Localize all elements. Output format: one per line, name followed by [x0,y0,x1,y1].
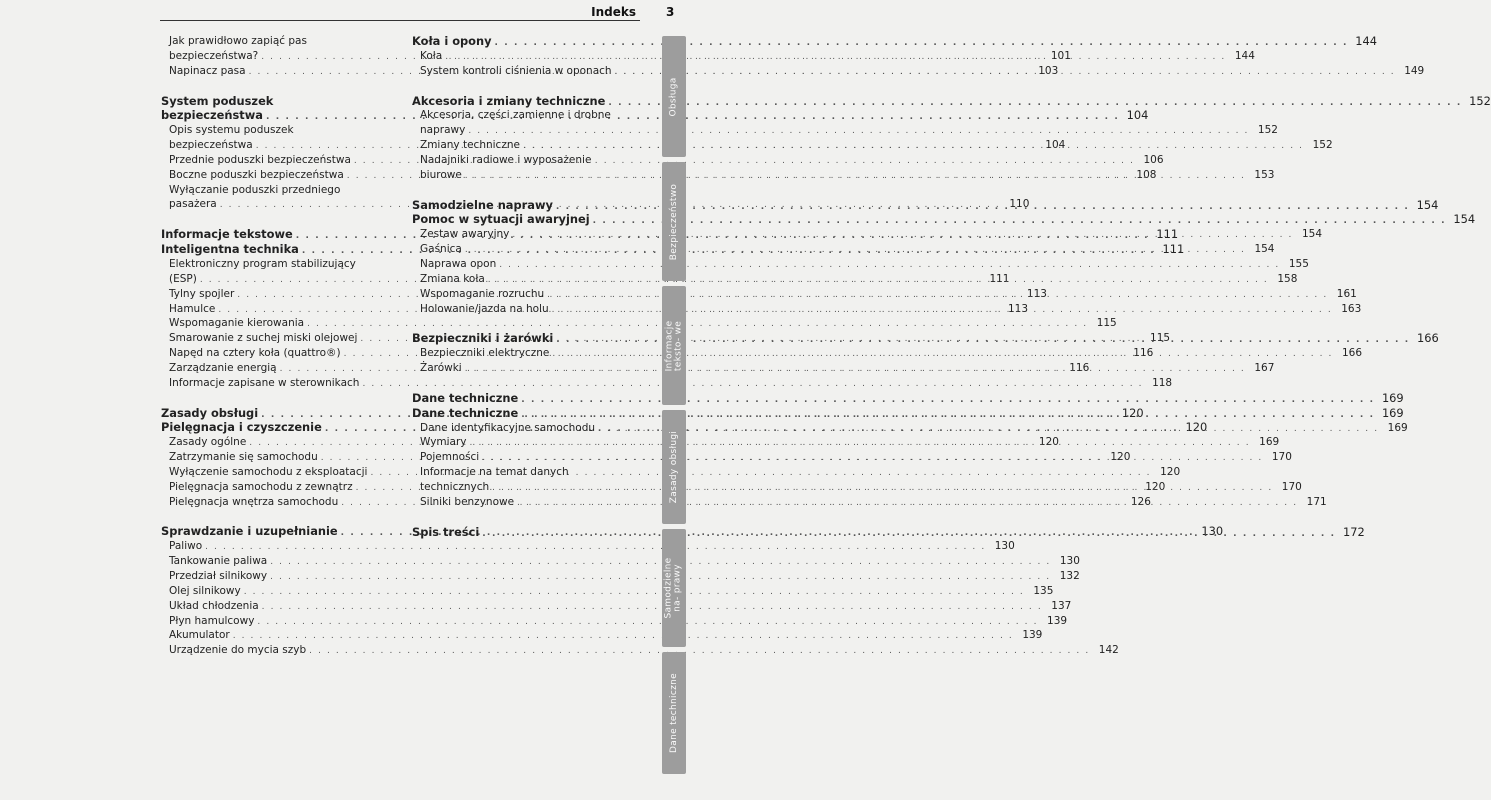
index-entry[interactable] [412,257,1309,272]
entry-label: bezpieczeństwa? [169,49,259,62]
dot-leader [485,273,1272,288]
section-gap [412,510,637,525]
entry-page-number: 155 [1288,257,1309,270]
entry-page-number: 103 [1038,64,1059,77]
entry-label: Układ chłodzenia [169,599,259,612]
entry-label: Zasady obsługi [161,405,259,420]
entry-page-number: 169 [1259,436,1280,449]
side-tab[interactable] [662,410,686,524]
entry-label: Urządzenie do mycia szyb [169,644,307,657]
dot-leader [230,629,1017,644]
entry-page-number: 132 [1059,570,1080,582]
entry-page-number: 154 [1416,197,1439,212]
header-rule [160,20,640,21]
entry-page-number: 154 [1453,212,1476,227]
section-gap [412,183,637,198]
entry-page-number: 139 [1022,629,1043,642]
entry-page-number: 120 [1110,451,1131,464]
entry-label: Płyn hamulcowy [169,614,255,627]
entry-label: Inteligentna technika [161,242,299,257]
dot-leader [467,436,1254,451]
entry-label: Wspomaganie kierowania [169,317,305,330]
side-tab-label: Obsługa [669,76,680,117]
index-entry[interactable] [161,599,1072,614]
entry-label: Silniki benzynowe [420,495,515,508]
side-tab-label: Bezpieczeństwo [669,183,680,260]
entry-label: Wyłączenie samochodu z eksploatacji [169,465,368,478]
dot-leader [267,555,1054,570]
dot-leader [254,615,1041,630]
dot-leader [202,540,989,555]
entry-page-number: 169 [1381,405,1404,420]
side-tab[interactable] [662,652,686,774]
entry-page-number: 163 [1341,302,1362,315]
index-heading[interactable] [412,34,1378,49]
entry-page-number: 130 [994,540,1015,553]
dot-leader [509,228,1296,243]
index-entry[interactable] [161,569,1080,584]
entry-label: Tankowanie paliwa [169,555,268,568]
side-tab[interactable] [662,529,686,647]
entry-label: bezpieczeństwa [169,139,253,152]
entry-page-number: 130 [1201,524,1224,539]
entry-page-number: 169 [1381,390,1404,405]
entry-label: Olej silnikowy [169,584,241,597]
entry-label: System poduszek [161,93,274,108]
entry-page-number: 126 [1130,495,1151,508]
dot-leader [241,585,1028,600]
section-gap [161,509,385,524]
section-gap [412,79,637,94]
side-tab[interactable] [662,36,686,157]
side-tab-label: Informacje teksto- we [664,320,683,371]
entry-label: Dane techniczne [412,390,519,405]
entry-label: Zmiany techniczne [420,139,520,152]
entry-label: Pojemności [420,451,480,464]
entry-label: Wspomaganie rozruchu [420,287,545,300]
entry-page-number: 120 [1145,480,1166,493]
side-tab-label: Dane techniczne [669,673,680,753]
entry-page-number: 113 [1026,287,1047,300]
entry-label: Informacje tekstowe [161,227,293,242]
entry-label: pasażera [169,198,217,211]
entry-label: Pomoc w sytuacji awaryjnej [412,212,590,227]
side-tab-label: Zasady obsługi [669,430,679,504]
entry-label: Przedział silnikowy [169,570,268,582]
entry-label: Elektroniczny program stabilizujący [169,257,356,270]
entry-page-number: 142 [1098,644,1119,657]
entry-label: (ESP) [169,272,197,285]
entry-page-number: 137 [1051,599,1072,612]
entry-page-number: 111 [989,272,1010,285]
dot-leader [462,169,1249,184]
entry-page-number: 120 [1185,420,1208,435]
section-gap [412,376,637,391]
entry-label: Hamulce [169,302,216,315]
index-entry[interactable] [161,123,385,138]
entry-label: Zasady ogólne [169,436,247,449]
entry-label: Pielęgnacja wnętrza samochodu [169,495,339,508]
entry-label: bezpieczeństwa [161,108,263,123]
dot-leader [306,644,1093,659]
index-entry[interactable] [412,108,637,123]
index-entry[interactable] [161,316,1117,331]
dot-leader [259,600,1046,615]
index-entry[interactable] [161,34,385,49]
entry-page-number: 120 [1038,436,1059,449]
entry-label: Opis systemu poduszek [169,124,294,137]
entry-label: naprawy [420,124,466,137]
dot-leader [479,451,1266,466]
entry-page-number: 111 [1162,242,1185,257]
entry-label: Boczne poduszki bezpieczeństwa [169,168,344,181]
entry-page-number: 170 [1281,480,1302,493]
entry-page-number: 104 [1045,139,1066,152]
entry-page-number: 113 [1007,302,1029,315]
entry-page-number: 116 [1133,347,1154,360]
entry-label: Bezpieczniki i żarówki [412,331,554,346]
side-tab[interactable] [662,286,686,405]
entry-page-number: 158 [1277,272,1298,285]
section-gap [412,316,637,331]
entry-label: Zmiana koła [420,272,485,285]
entry-label: Spis treści [412,524,480,539]
index-entry[interactable] [161,183,385,198]
entry-label: System kontroli ciśnienia w oponach [420,64,612,77]
side-tab[interactable] [662,162,686,281]
entry-page-number: 170 [1271,451,1292,464]
entry-label: Paliwo [169,540,203,553]
section-gap [161,212,385,227]
entry-page-number: 161 [1336,287,1357,300]
entry-page-number: 106 [1143,153,1164,166]
dot-leader [462,362,1249,377]
entry-label: Wymiary [420,436,467,449]
entry-label: Koła i opony [412,34,492,48]
entry-page-number: 111 [1156,227,1179,242]
entry-label: Pielęgnacja samochodu z zewnątrz [169,480,353,493]
entry-page-number: 101 [1050,49,1071,62]
dot-leader [514,496,1301,511]
entry-label: Napinacz pasa [169,64,246,77]
entry-label: Żarówki [420,362,462,375]
entry-page-number: 152 [1469,93,1491,108]
index-entry[interactable] [161,376,1173,391]
index-entry[interactable] [161,554,1080,569]
index-entry[interactable] [412,465,637,480]
entry-page-number: 166 [1341,347,1363,360]
entry-label: Dane identyfikacyjne samochodu [420,421,596,434]
entry-page-number: 115 [1150,332,1171,345]
entry-label: Bezpieczniki elektryczne [420,347,550,360]
dot-leader [479,527,1338,542]
dot-leader [612,65,1399,80]
index-heading[interactable] [412,212,1476,227]
page-number: 3 [666,5,675,19]
entry-label: Zestaw awaryjny [420,228,510,241]
entry-label: Tylny spojler [169,287,235,300]
entry-label: Sprawdzanie i uzupełnianie [161,524,338,539]
dot-leader [520,139,1307,154]
entry-page-number: 115 [1096,317,1117,330]
entry-label: Smarowanie z suchej miski olejowej [169,332,358,345]
dot-leader [518,393,1377,408]
entry-page-number: 120 [1121,405,1144,420]
index-entry[interactable] [161,643,1119,658]
entry-page-number: 118 [1152,376,1173,389]
index-entry[interactable] [161,539,1015,554]
section-gap [161,79,385,94]
entry-label: Zarządzanie energią [169,361,277,374]
entry-label: Pielęgnacja i czyszczenie [161,420,322,435]
section-gap [161,391,385,406]
entry-page-number: 104 [1126,108,1149,123]
index-entry[interactable] [161,257,385,272]
dot-leader [462,243,1249,258]
dot-leader [263,110,1122,125]
entry-page-number: 167 [1254,362,1275,375]
entry-page-number: 166 [1417,331,1439,346]
entry-label: Informacje zapisane w sterownikach [169,376,360,389]
entry-page-number: 154 [1254,243,1275,256]
dot-leader [605,96,1464,111]
entry-label: Jak prawidłowo zapiąć pas [169,35,307,47]
dot-leader [492,36,1351,51]
dot-leader [595,422,1382,437]
dot-leader [518,405,1377,423]
entry-label: technicznych [420,480,490,493]
entry-page-number: 116 [1069,361,1090,374]
entry-page-number: 135 [1033,584,1054,597]
entry-page-number: 152 [1257,124,1278,137]
dot-leader [267,570,1054,585]
entry-page-number: 149 [1404,64,1425,77]
entry-label: Przednie poduszki bezpieczeństwa [169,153,351,166]
entry-label: Wyłączanie poduszki przedniego [169,183,341,196]
entry-label: Samodzielne naprawy [412,197,553,212]
index-entry[interactable] [412,123,1278,138]
entry-page-number: 171 [1306,495,1327,508]
entry-label: Gaśnica [420,243,462,256]
index-entry[interactable] [161,628,1043,643]
index-entry[interactable] [161,614,1068,629]
entry-page-number: 130 [1059,555,1080,568]
index-heading[interactable] [161,94,385,109]
entry-page-number: 172 [1342,524,1365,539]
dot-leader [489,481,1276,496]
entry-label: biurowe [420,168,462,181]
index-heading[interactable] [412,390,1404,406]
page-title: Indeks [591,5,636,19]
entry-page-number: 120 [1160,465,1181,478]
dot-leader [496,258,1283,273]
entry-label: Akcesoria i zmiany techniczne [412,93,606,108]
entry-page-number: 108 [1136,168,1157,181]
dot-leader [465,124,1252,139]
index-entry[interactable] [161,584,1054,599]
index-heading[interactable] [412,93,1491,109]
entry-label: Holowanie/jazda na holu [420,302,549,315]
entry-page-number: 154 [1301,228,1323,241]
entry-label: Akcesoria, części zamienne i drobne [420,109,611,122]
entry-page-number: 144 [1234,49,1255,62]
entry-page-number: 152 [1312,139,1333,152]
entry-page-number: 153 [1254,168,1275,181]
entry-page-number: 144 [1355,34,1378,48]
entry-label: Koła [420,49,443,62]
side-tab-label: Samodzielne na- prawy [664,557,683,619]
index-entry[interactable] [412,153,637,168]
entry-label: Informacje na temat danych [420,466,569,479]
entry-label: Akumulator [169,629,230,642]
entry-label: Napęd na cztery koła (quattro®) [169,347,341,360]
entry-label: Zatrzymanie się samochodu [169,451,318,464]
entry-label: Dane techniczne [412,405,519,420]
entry-label: Naprawa opon [420,257,497,270]
entry-page-number: 110 [1009,198,1030,211]
entry-label: Nadajniki radiowe i wyposażenie [420,153,592,166]
dot-leader [442,50,1229,65]
entry-page-number: 169 [1387,421,1408,434]
entry-page-number: 139 [1047,614,1068,627]
